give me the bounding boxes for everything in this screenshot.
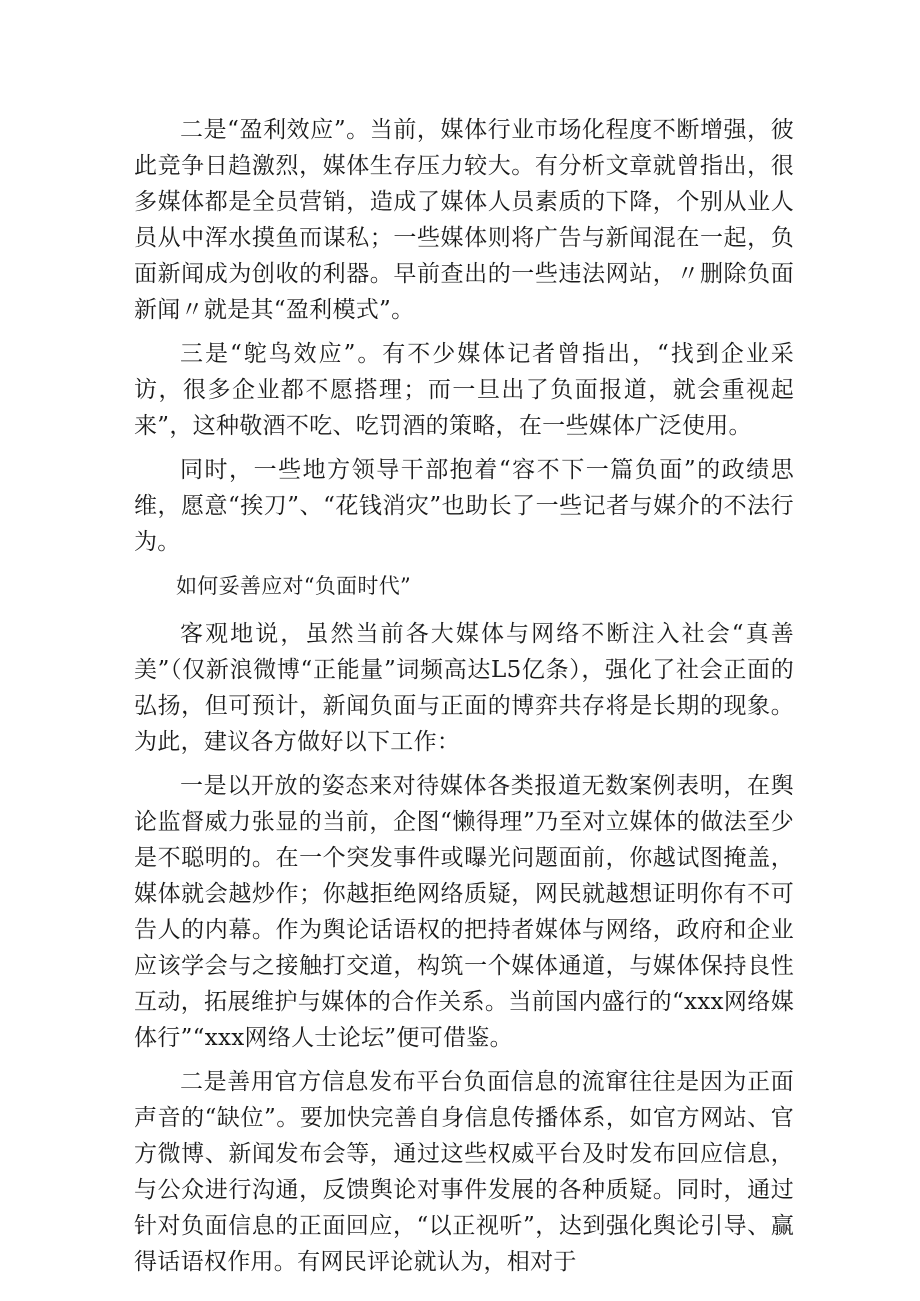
paragraph-open-attitude: 一是以开放的姿态来对待媒体各类报道无数案例表明，在舆论监督威力张显的当前，企图“懒得理”乃至对立媒体的做法至少是不聪明的。在一个突发事件或曝光问题面前，你越试图掩盖，媒体就会越炒作；你越拒绝网络质疑，网民就越想证明你有不可告人的内幕。作为舆论话语权的把持者媒体与网络，政府和企业应该学会与之接触打交道，构筑一个媒体通道，与媒体保持良性互动，拓展维护与媒体的合作关系。当前国内盛行的“xxx网络媒体行”“xxx网络人士论坛”便可借鉴。 (134, 773, 794, 1051)
section-heading: 如何妥善应对“负面时代” (176, 574, 412, 598)
paragraph-local-officials: 同时，一些地方领导干部抱着“容不下一篇负面”的政绩思维，愿意“挨刀”、“花钱消灾”也助长了一些记者与媒介的不法行为。 (134, 457, 794, 555)
paragraph-ostrich-effect: 三是“鸵鸟效应”。有不少媒体记者曾指出，“找到企业采访，很多企业都不愿搭理；而一旦出了负面报道，就会重视起来”，这种敬酒不吃、吃罚酒的策略，在一些媒体广泛使用。 (134, 341, 794, 439)
paragraph-profit-effect: 二是“盈利效应”。当前，媒体行业市场化程度不断增强，彼此竞争日趋激烈，媒体生存压力较大。有分析文章就曾指出，很多媒体都是全员营销，造成了媒体人员素质的下降，个别从业人员从中浑水摸鱼而谋私；一些媒体则将广告与新闻混在一起，负面新闻成为创收的利器。早前查出的一些违法网站，〃删除负面新闻〃就是其“盈利模式”。 (134, 117, 794, 323)
paragraph-official-platforms: 二是善用官方信息发布平台负面信息的流窜往往是因为正面声音的“缺位”。要加快完善自身信息传播体系，如官方网站、官方微博、新闻发布会等，通过这些权威平台及时发布回应信息，与公众进行沟通，反馈舆论对事件发展的各种质疑。同时，通过针对负面信息的正面回应，“以正视听”，达到强化舆论引导、赢得话语权作用。有网民评论就认为，相对于 (134, 1069, 794, 1275)
document-page (134, 112, 794, 1288)
paragraph-objective-view: 客观地说，虽然当前各大媒体与网络不断注入社会“真善美”（仅新浪微博“正能量”词频高达L5亿条），强化了社会正面的弘扬，但可预计，新闻负面与正面的博弈共存将是长期的现象。为此，建议各方做好以下工作： (134, 621, 794, 755)
